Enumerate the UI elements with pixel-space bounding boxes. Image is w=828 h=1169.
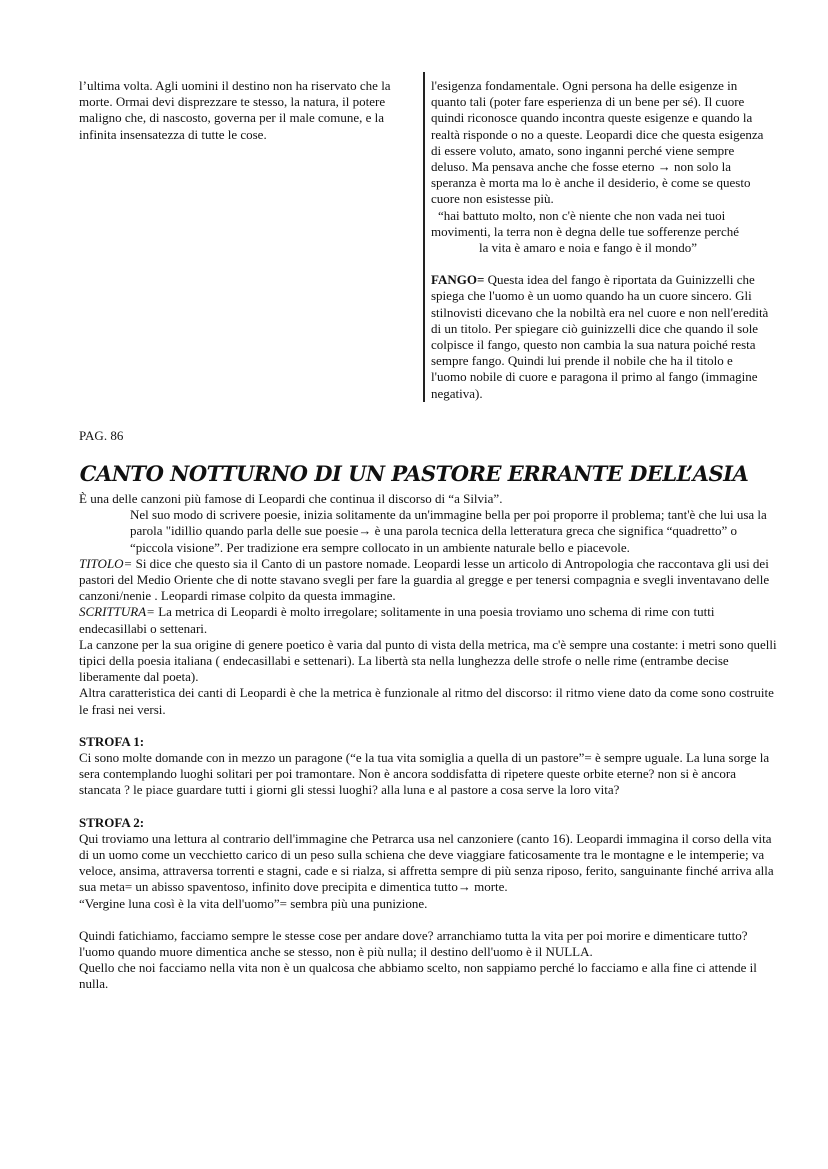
scrittura-text: La metrica di Leopardi è molto irregolare; solitamente in una poesia troviamo uno schema di rime con tutti endecasillabi o settenari. [79,604,715,636]
page-number: PAG. 86 [79,428,124,443]
canzone-paragraph: La canzone per la sua origine di genere poetico è varia dal punto di vista della metrica, ma c'è sempre una costante: i metri sono quelli tipici della poesia italiana ( endecasillabi e settenari). La libertà sta nella lunghezza delle strofe o nelle rime (entrambe decise liberamente dal poeta). [79,636,777,685]
vergine-luna-paragraph: “Vergine luna così è la vita dell'uomo”= sembra più una punizione. [79,895,428,911]
strofa-2-paragraph: Qui troviamo una lettura al contrario dell'immagine che Petrarca usa nel canzoniere (canto 16). Leopardi immagina il corso della vita di un uomo come un vecchietto carico di un peso sulla schiena che deve viaggiare faticosamente tra le montagne e le intemperie; va veloce, ansima, attraversa torrenti e stagni, cade e si rialza, si affretta sempre di più senza riposo, ferito, sanguinante finché arriva alla sua meta= un abisso spaventoso, infinito dove precipita e dimentica tutto→ morte. [79,830,774,895]
fango-label: FANGO= [431,272,485,288]
metrica-paragraph: Altra caratteristica dei canti di Leopardi è che la metrica è funzionale al ritmo del discorso: il ritmo viene dato da come sono costruite le frasi nei versi. [79,685,774,717]
left-column [79,78,414,143]
scrittura-label: SCRITTURA= [79,604,155,620]
fango-text: Questa idea del fango è riportata da Guinizzelli che spiega che l'uomo è un uomo quando ha un cuore sincero. Gli stilnovisti dicevano che la nobiltà era nel cuore e non nell'eredità di un titolo. Per spiegare ciò guinizzelli dice che quando il sole colpisce il fango, questo non cambia la sua natura poiché resta sempre fango. Quindi lui prende il nobile che ha il titolo e l'uomo nobile di cuore e paragona il primo al fango (immagine negativa). [431,272,769,401]
strofa-1-paragraph: Ci sono molte domande con in mezzo un paragone (“e la tua vita somiglia a quella di un pastore”= è sempre uguale. La luna sorge la sera contemplando luoghi solitari per poi tramontare. Non è ancora soddisfatta di ripetere queste orbite eterne? non si è ancora stancata ? le piace guardare tutti i giorni gli stessi luoghi? alla luna e al pastore a cosa serve la loro vita? [79,750,770,798]
titolo-paragraph [79,556,779,605]
quote-line-3: la vita è amaro e noia e fango è il mondo” [479,240,698,256]
strofa-1-heading: STROFA 1: [79,733,145,749]
intro-paragraph: È una delle canzoni più famose di Leopardi che continua il discorso di “a Silvia”. [79,491,503,506]
titolo-label: TITOLO= [79,555,133,571]
poem-quote [431,208,771,257]
scrittura-paragraph [79,604,779,636]
main-body [79,491,779,993]
fango-paragraph [431,272,771,402]
quote-line-1: “hai battuto molto, non c'è niente che non vada nei tuoi [438,207,726,223]
left-column-text: l’ultima volta. Agli uomini il destino non ha riservato che la morte. Ormai devi disprezzare te stesso, la natura, il potere maligno che, di nascosto, governa per il male comune, e la infinita insensatezza di tutte le cose. [79,78,391,142]
quindi-paragraph: Quindi fatichiamo, facciamo sempre le stesse cose per andare dove? arranchiamo tutta la vita per poi morire e dimenticare tutto? l'uomo quando muore dimentica anche se stesso, non è più nulla; il destino dell'uomo è il NULLA. [79,927,748,960]
column-divider [423,72,425,402]
section-title: CANTO NOTTURNO DI UN PASTORE ERRANTE DELL’ASIA [79,461,749,486]
titolo-text: Si dice che questo sia il Canto di un pastore nomade. Leopardi lesse un articolo di Antropologia che raccontava gli usi dei pastori del Medio Oriente che di notte stavano svegli per fare la guardia al gregge e per tenersi compagnia e svegli inventavano delle canzoni/nenie . Leopardi rimase colpito da questa immagine. [79,555,770,604]
quote-line-2: movimenti, la terra non è degna delle tue sofferenze perché [431,223,740,239]
idillio-paragraph: Nel suo modo di scrivere poesie, inizia solitamente da un'immagine bella per poi proporre il problema; tant'è che lui usa la parola "idillio quando parla delle sue poesie→ è una parola tecnica della letteratura greca che significa “quadretto” o “piccola visione”. Per tradizione era sempre collocato in un ambiente naturale bello e piacevole. [130,507,767,555]
right-column [431,78,771,402]
right-column-paragraph: l'esigenza fondamentale. Ogni persona ha delle esigenze in quanto tali (poter fare esperienza di un bene per sé). Il cuore quindi riconosce quando incontra queste esigenze e quando la realtà risponde o no a queste. Leopardi dice che questa esigenza di essere voluto, amato, sono inganni perché viene sempre deluso. Ma pensava anche che fosse eterno → non solo la speranza è morta ma lo è anche il desiderio, è come se questo cuore non esistesse più. [431,78,764,207]
quello-paragraph: Quello che noi facciamo nella vita non è un qualcosa che abbiamo scelto, non sappiamo perché lo facciamo e alla fine ci attende il nulla. [79,960,757,992]
strofa-2-heading: STROFA 2: [79,814,145,830]
